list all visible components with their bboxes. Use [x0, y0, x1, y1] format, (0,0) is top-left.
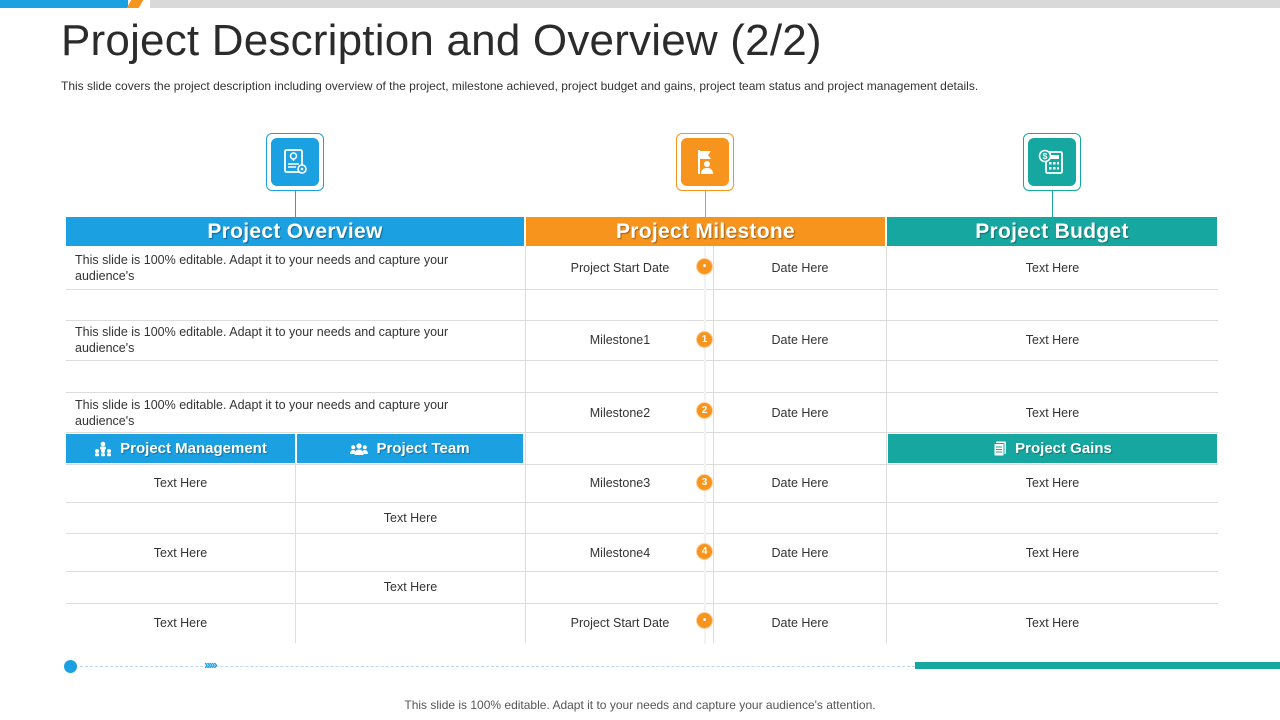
row-divider	[66, 320, 1218, 321]
budget-connector	[1052, 191, 1053, 217]
milestone-date-2: Date Here	[771, 333, 829, 347]
budget-text-2: Text Here	[1025, 333, 1080, 347]
project-management-header	[66, 434, 295, 463]
milestone-label-2: Milestone1	[589, 333, 651, 347]
row-divider	[66, 432, 1218, 433]
project-budget-header: Project Budget	[887, 217, 1217, 246]
milestone-date-3: Date Here	[771, 406, 829, 420]
dollar-calculator-icon	[1037, 147, 1067, 177]
row-divider	[66, 502, 1218, 503]
budget-text-3: Text Here	[1025, 406, 1080, 420]
document-stack-icon	[993, 441, 1007, 457]
top-bar-orange	[127, 0, 144, 8]
bottom-teal-bar	[915, 662, 1280, 669]
milestone-connector	[705, 191, 706, 217]
column-divider	[295, 463, 296, 643]
top-bar-grey	[150, 0, 1280, 8]
project-management-label: Project Management	[120, 440, 267, 457]
budget-icon-box	[1023, 133, 1081, 191]
milestone-date-5: Date Here	[771, 546, 829, 560]
team-text-1: Text Here	[383, 511, 438, 525]
milestone-label-5: Milestone4	[589, 546, 651, 560]
project-team-header	[297, 434, 523, 463]
org-chart-icon	[94, 441, 112, 457]
overview-connector	[295, 191, 296, 217]
svg-text:$: $	[1042, 151, 1048, 162]
project-milestone-header: Project Milestone	[526, 217, 885, 246]
row-divider	[66, 289, 1218, 290]
top-bar-blue	[0, 0, 128, 8]
column-divider	[886, 246, 887, 643]
milestone-label-4: Milestone3	[589, 476, 651, 490]
milestone-marker: 2	[696, 402, 713, 419]
milestone-timeline	[704, 246, 706, 644]
page-title: Project Description and Overview (2/2)	[61, 16, 822, 65]
column-divider	[525, 246, 526, 643]
footer-note: This slide is 100% editable. Adapt it to your needs and capture your audience's attention.	[404, 698, 876, 712]
milestone-marker: •	[696, 258, 713, 275]
milestone-date-1: Date Here	[771, 261, 829, 275]
gains-text-3: Text Here	[1025, 616, 1080, 630]
project-overview-header: Project Overview	[66, 217, 524, 246]
milestone-marker: 1	[696, 331, 713, 348]
milestone-marker: 3	[696, 474, 713, 491]
milestone-label-3: Milestone2	[589, 406, 651, 420]
flag-person-icon	[690, 147, 720, 177]
budget-text-1: Text Here	[1025, 261, 1080, 275]
overview-text-2: This slide is 100% editable. Adapt it to your needs and capture your audience's	[75, 325, 449, 355]
project-gains-label: Project Gains	[1015, 440, 1112, 457]
team-text-2: Text Here	[383, 580, 438, 594]
row-divider	[66, 392, 1218, 393]
team-icon	[350, 442, 368, 456]
management-text-3: Text Here	[153, 616, 208, 630]
milestone-label-1: Project Start Date	[570, 261, 670, 275]
milestone-label-6: Project Start Date	[570, 616, 670, 630]
milestone-marker: •	[696, 612, 713, 629]
project-gains-header	[888, 434, 1217, 463]
management-text-1: Text Here	[153, 476, 208, 490]
column-divider	[713, 246, 714, 643]
management-text-2: Text Here	[153, 546, 208, 560]
row-divider	[66, 533, 1218, 534]
overview-icon-box	[266, 133, 324, 191]
milestone-date-6: Date Here	[771, 616, 829, 630]
overview-text-1: This slide is 100% editable. Adapt it to your needs and capture your audience's	[75, 253, 449, 283]
row-divider	[66, 360, 1218, 361]
milestone-date-4: Date Here	[771, 476, 829, 490]
row-divider	[66, 571, 1218, 572]
document-gear-icon	[280, 147, 310, 177]
row-divider	[66, 464, 1218, 465]
row-divider	[66, 603, 1218, 604]
project-team-label: Project Team	[376, 440, 470, 457]
milestone-marker: 4	[696, 543, 713, 560]
gains-text-1: Text Here	[1025, 476, 1080, 490]
bottom-circle-marker	[64, 660, 77, 673]
top-accent-bar	[0, 0, 1280, 8]
milestone-icon-box	[676, 133, 734, 191]
chevron-right-icon: ›››››	[204, 657, 216, 672]
page-subtitle: This slide covers the project description including overview of the project, milestone achieved, project budget and gains, project team status and project management details.	[61, 79, 979, 93]
overview-text-3: This slide is 100% editable. Adapt it to your needs and capture your audience's	[75, 398, 449, 428]
gains-text-2: Text Here	[1025, 546, 1080, 560]
